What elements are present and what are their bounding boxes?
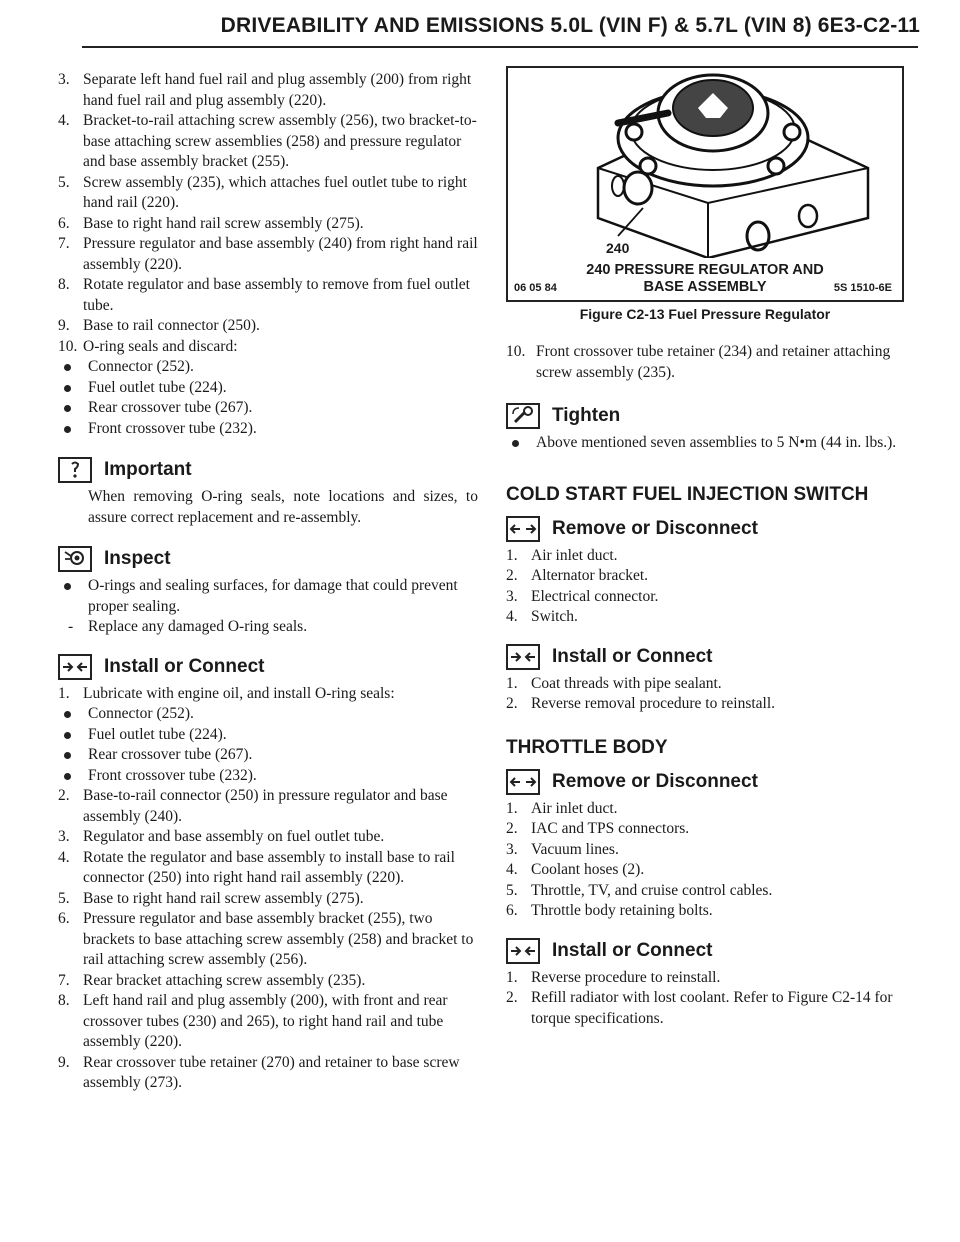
step: 1. Coat threads with pipe sealant. xyxy=(506,674,722,692)
cold-start-heading: COLD START FUEL INJECTION SWITCH xyxy=(506,483,869,505)
bullet-icon xyxy=(64,405,71,412)
page-header: DRIVEABILITY AND EMISSIONS 5.0L (VIN F) & 5.7L (VIN 8) 6E3-C2-11 xyxy=(220,14,920,37)
remove-heading: Remove or Disconnect xyxy=(506,769,906,795)
step: 4. Bracket-to-rail attaching screw assembly (256), two bracket-to-base attaching screw assemblies (258) and pressure regulator and base assembly bracket (255). xyxy=(58,112,477,170)
figure-caption-block xyxy=(506,262,904,296)
figure-code-right: 5S 1510-6E xyxy=(833,282,892,294)
step: 4. Coolant hoses (2). xyxy=(506,861,645,878)
step: 6. Pressure regulator and base assembly bracket (255), two brackets to base attaching screw assembly (258) and bracket to rail attaching screw assembly (256). xyxy=(58,910,474,968)
tighten-icon xyxy=(506,403,540,429)
figure-caption-line2: BASE ASSEMBLY xyxy=(643,279,767,295)
throttle-body-heading: THROTTLE BODY xyxy=(506,736,668,758)
remove-icon xyxy=(506,516,540,542)
right-column xyxy=(506,66,906,1029)
bullet-item: Connector (252). xyxy=(58,357,478,378)
remove-icon xyxy=(506,769,540,795)
step: 2. Base-to-rail connector (250) in pressure regulator and base assembly (240). xyxy=(58,787,448,825)
important-text: When removing O-ring seals, note locations and sizes, to assure correct replacement and re-assembly. xyxy=(88,488,478,526)
figure-caption-line1: 240 PRESSURE REGULATOR AND xyxy=(586,262,824,278)
step: 3. Separate left hand fuel rail and plug assembly (200) from right hand fuel rail and plug assembly (220). xyxy=(58,71,472,109)
bullet-item: Front crossover tube (232). xyxy=(58,419,478,440)
bullet-icon xyxy=(64,426,71,433)
left-column xyxy=(58,70,478,1094)
step: 10. O-ring seals and discard: xyxy=(58,337,238,355)
install-heading: Install or Connect xyxy=(506,938,906,964)
step: 4. Switch. xyxy=(506,608,578,625)
install-icon xyxy=(506,938,540,964)
step: 7. Rear bracket attaching screw assembly (235). xyxy=(58,971,366,989)
step: 8. Left hand rail and plug assembly (200), with front and rear crossover tubes (230) and 265), to right hand rail and tube assembly (220). xyxy=(58,992,448,1050)
bullet-icon xyxy=(64,711,71,718)
bullet-icon xyxy=(512,440,519,447)
figure-code-left: 06 05 84 xyxy=(514,282,557,294)
install-heading: Install or Connect xyxy=(506,644,906,670)
bullet-icon xyxy=(64,752,71,759)
step: 3. Electrical connector. xyxy=(506,587,659,605)
step: 1. Air inlet duct. xyxy=(506,799,618,817)
figure-label: Figure C2-13 Fuel Pressure Regulator xyxy=(579,306,831,322)
bullet-icon xyxy=(64,732,71,739)
bullet-item: Above mentioned seven assemblies to 5 N•m (44 in. lbs.). xyxy=(506,433,906,454)
step: 1. Reverse procedure to reinstall. xyxy=(506,968,721,986)
step: 2. Reverse removal procedure to reinstall. xyxy=(506,695,776,712)
remove-heading: Remove or Disconnect xyxy=(506,516,906,542)
bullet-item: Fuel outlet tube (224). xyxy=(58,378,478,399)
important-heading: Important xyxy=(58,457,478,483)
step: 1. Air inlet duct. xyxy=(506,546,618,564)
tighten-heading: Tighten xyxy=(506,403,906,429)
step: 9. Base to rail connector (250). xyxy=(58,317,260,334)
bullet-icon xyxy=(64,583,71,590)
bullet-item: Rear crossover tube (267). xyxy=(58,398,478,419)
bullet-icon xyxy=(64,385,71,392)
bullet-item: O-rings and sealing surfaces, for damage that could prevent proper sealing. xyxy=(58,576,478,617)
bullet-item: Rear crossover tube (267). xyxy=(58,745,478,766)
step: 6. Base to right hand rail screw assembly (275). xyxy=(58,214,364,232)
inspect-icon xyxy=(58,546,92,572)
step: 6. Throttle body retaining bolts. xyxy=(506,902,713,919)
bullet-item: Fuel outlet tube (224). xyxy=(58,725,478,746)
step: 2. Alternator bracket. xyxy=(506,567,649,584)
header-rule xyxy=(82,46,918,48)
bullet-icon xyxy=(64,773,71,780)
install-heading: Install or Connect xyxy=(58,654,478,680)
install-icon xyxy=(506,644,540,670)
step: 1. Lubricate with engine oil, and install O-ring seals: xyxy=(58,684,395,702)
step: 8. Rotate regulator and base assembly to remove from fuel outlet tube. xyxy=(58,276,470,314)
bullet-item: Connector (252). xyxy=(58,704,478,725)
pressure-regulator-illustration xyxy=(508,68,902,258)
sub-item: - Replace any damaged O-ring seals. xyxy=(68,618,308,635)
step: 10. Front crossover tube retainer (234) and retainer attaching screw assembly (235). xyxy=(506,343,891,381)
step: 3. Regulator and base assembly on fuel outlet tube. xyxy=(58,828,385,845)
install-icon xyxy=(58,654,92,680)
step: 2. IAC and TPS connectors. xyxy=(506,820,690,837)
step: 4. Rotate the regulator and base assembly to install base to rail connector (250) into right hand rail assembly (220). xyxy=(58,848,455,886)
step: 5. Base to right hand rail screw assembly (275). xyxy=(58,889,364,907)
step: 5. Screw assembly (235), which attaches fuel outlet tube to right hand rail (220). xyxy=(58,173,467,211)
bullet-item: Front crossover tube (232). xyxy=(58,766,478,787)
figure-callout: 240 xyxy=(606,240,630,256)
important-icon xyxy=(58,457,92,483)
step: 3. Vacuum lines. xyxy=(506,840,619,858)
step: 2. Refill radiator with lost coolant. Refer to Figure C2-14 for torque specifications. xyxy=(506,989,893,1027)
step: 5. Throttle, TV, and cruise control cables. xyxy=(506,881,773,899)
inspect-heading: Inspect xyxy=(58,546,478,572)
bullet-icon xyxy=(64,364,71,371)
step: 9. Rear crossover tube retainer (270) and retainer to base screw assembly (273). xyxy=(58,1053,460,1091)
step: 7. Pressure regulator and base assembly (240) from right hand rail assembly (220). xyxy=(58,235,478,273)
